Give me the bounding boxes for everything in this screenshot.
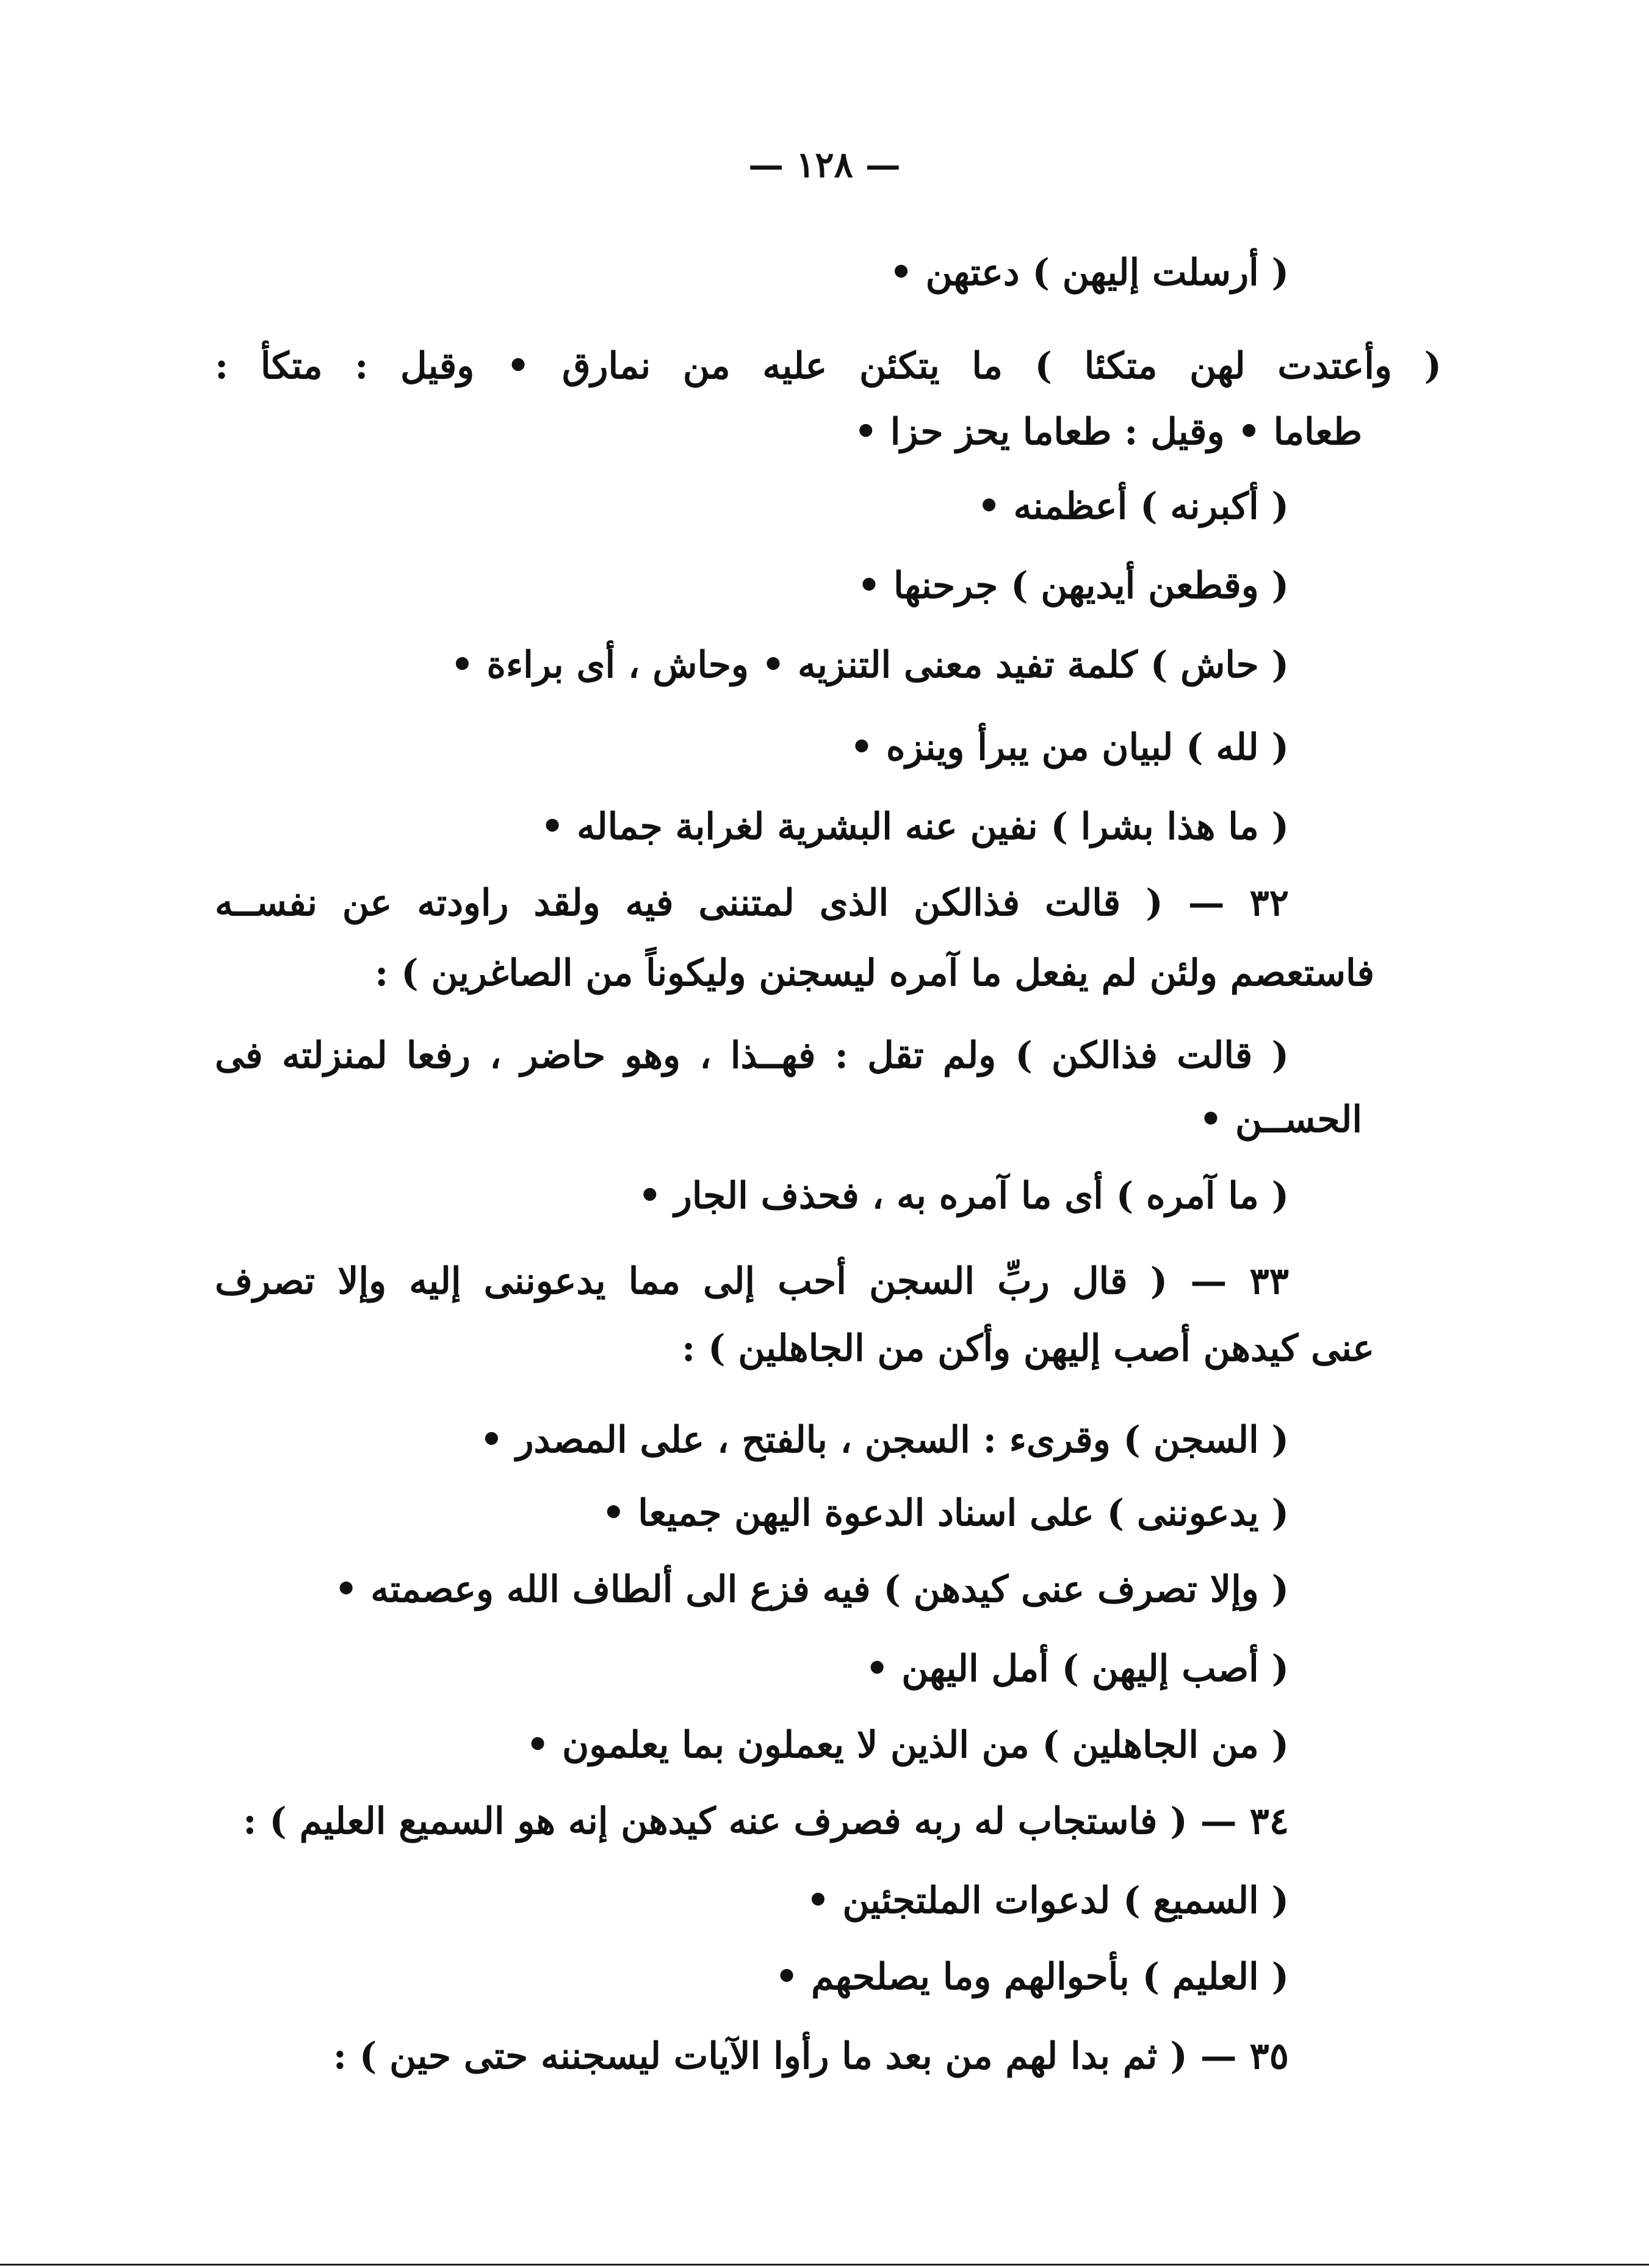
text-line: ٣٤ — ( فاستجاب له ربه فصرف عنه كيدهن إنه هو السميع العليم ) : xyxy=(243,1800,1289,1843)
text-line: ( يدعوننى ) على اسناد الدعوة اليهن جميعا • xyxy=(602,1492,1289,1535)
text-line: ٣٣ — ( قال ربِّ السجن أحب إلى مما يدعوننى إليه وإلا تصرف xyxy=(215,1260,1289,1303)
text-line: ( من الجاهلين ) من الذين لا يعملون بما يعلمون • xyxy=(525,1724,1289,1766)
text-line: ٣٢ — ( قالت فذالكن الذى لمتننى فيه ولقد راودته عن نفســه xyxy=(215,882,1289,924)
text-line: ٣٥ — ( ثم بدا لهم من بعد ما رأوا الآيات ليسجننه حتى حين ) : xyxy=(333,2035,1289,2078)
text-line: ( السميع ) لدعوات الملتجئين • xyxy=(806,1879,1289,1922)
text-line: طعاما • وقيل : طعاما يحز حزا • xyxy=(854,411,1362,453)
text-line: ( وقطعن أيديهن ) جرحنها • xyxy=(857,564,1289,607)
text-line: الحســن • xyxy=(1199,1098,1362,1141)
text-line: ( حاش ) كلمة تفيد معنى التنزيه • وحاش ، أى براءة • xyxy=(450,644,1289,686)
text-line: ( أصب إليهن ) أمل اليهن • xyxy=(865,1647,1289,1690)
text-line: ( ما هذا بشرا ) نفين عنه البشرية لغرابة جماله • xyxy=(540,805,1289,848)
bottom-border xyxy=(0,2264,1649,2266)
text-line: ( وأعتدت لهن متكئا ) ما يتكئن عليه من نمارق • وقيل : متكأ : xyxy=(215,345,1442,387)
page-number: — ١٢٨ — xyxy=(748,144,901,185)
text-line: ( ما آمره ) أى ما آمره به ، فحذف الجار • xyxy=(638,1175,1289,1217)
text-line: عنى كيدهن أصب إليهن وأكن من الجاهلين ) : xyxy=(682,1327,1374,1370)
text-line: ( وإلا تصرف عنى كيدهن ) فيه فزع الى ألطاف الله وعصمته • xyxy=(334,1568,1289,1611)
text-line: ( لله ) لبيان من يبرأ وينزه • xyxy=(850,726,1289,769)
text-line: ( العليم ) بأحوالهم وما يصلحهم • xyxy=(774,1956,1289,1998)
text-line: ( أرسلت إليهن ) دعتهن • xyxy=(889,251,1289,294)
text-line: ( السجن ) وقرىء : السجن ، بالفتح ، على المصدر • xyxy=(480,1419,1289,1461)
text-line: ( أكبرنه ) أعظمنه • xyxy=(977,485,1289,528)
text-line: ( قالت فذالكن ) ولم تقل : فهــذا ، وهو حاضر ، رفعا لمنزلته فى xyxy=(215,1034,1289,1077)
text-line: فاستعصم ولئن لم يفعل ما آمره ليسجنن وليكوناً من الصاغرين ) : xyxy=(375,952,1374,995)
